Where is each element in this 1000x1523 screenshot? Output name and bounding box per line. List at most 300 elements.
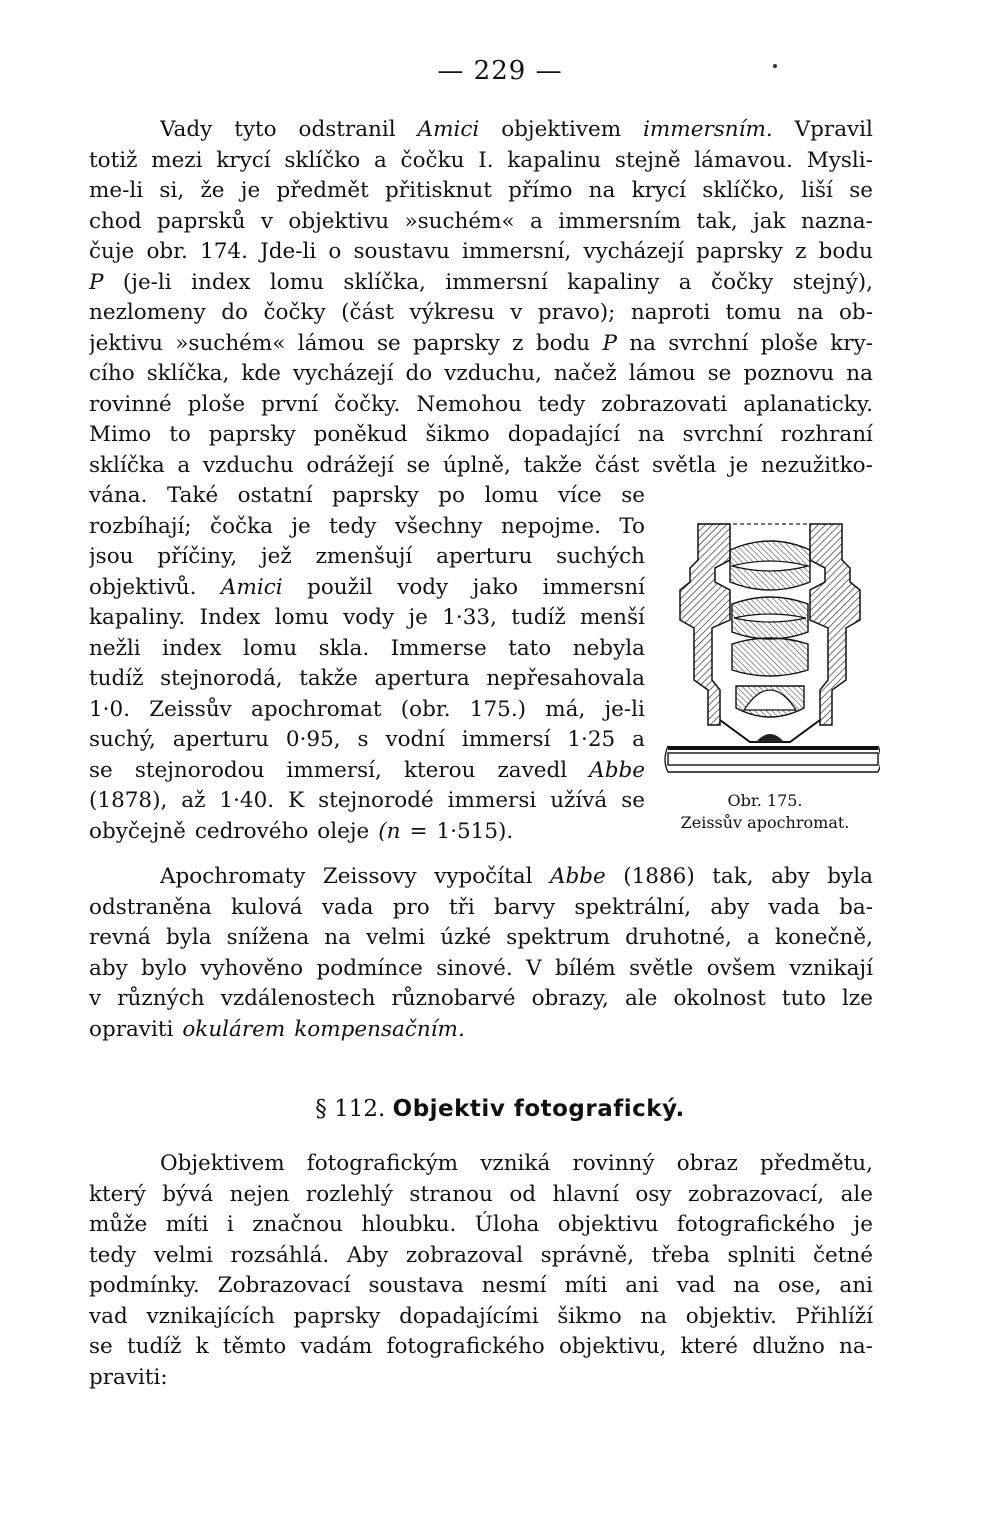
word: rozbíhají;: [89, 513, 192, 539]
word: bývá: [162, 1181, 214, 1207]
word: paprsky: [208, 422, 296, 447]
word: soustava: [368, 1273, 464, 1298]
word: 1·0.: [89, 696, 131, 722]
word: vodní: [385, 727, 446, 752]
word: nejen: [229, 1181, 290, 1207]
word: kapalinu: [507, 147, 602, 173]
word: liší: [801, 178, 833, 203]
word: bodu: [818, 239, 873, 264]
word: přitisknut: [385, 178, 492, 203]
word: tak,: [696, 208, 738, 234]
word: svrchní: [668, 330, 749, 356]
text-line: [89, 543, 645, 573]
word: jektivu: [89, 330, 163, 356]
word: (část: [341, 300, 395, 325]
word: čočky: [711, 269, 774, 295]
text-line: [89, 269, 873, 299]
word: jež: [261, 544, 292, 569]
word: 0·95,: [285, 727, 341, 752]
word: šikmo: [557, 1303, 622, 1329]
text-line: [89, 360, 873, 390]
word: immersní: [542, 574, 645, 600]
text-line: [160, 116, 873, 146]
word: Vady: [160, 117, 213, 142]
word: čočku: [400, 147, 465, 173]
word: tři: [448, 894, 475, 920]
word: immersí: [461, 727, 551, 752]
word: vody: [397, 574, 449, 600]
word: lámou: [297, 330, 365, 356]
word: ose,: [777, 1273, 822, 1298]
text-line: [89, 818, 645, 848]
word: vada: [321, 894, 374, 920]
word: apochromat: [251, 696, 382, 722]
word: tudíž: [511, 605, 566, 630]
word: bodu: [535, 330, 591, 356]
word: vada: [768, 894, 820, 920]
word: tudíž: [126, 1334, 182, 1359]
word: stejnorodé: [318, 788, 434, 813]
word: značnou: [252, 1212, 343, 1237]
word: vad: [89, 1303, 128, 1329]
word: hloubku.: [361, 1212, 457, 1237]
word: Přihlíží: [795, 1303, 873, 1329]
word: až: [181, 788, 206, 813]
word: bílém: [555, 955, 616, 981]
word: cího: [89, 361, 135, 386]
text-line: [89, 894, 873, 924]
word: a: [746, 925, 760, 950]
word: do: [221, 300, 249, 325]
word: který: [89, 1181, 146, 1207]
word: druhotné,: [625, 925, 732, 950]
word: P: [602, 330, 617, 356]
word: s: [357, 727, 369, 752]
word: čuje: [89, 239, 135, 264]
word: suchý,: [89, 727, 156, 752]
word: Amici: [417, 117, 480, 142]
word: čočka: [210, 513, 273, 539]
word: více: [557, 483, 602, 508]
word: jak: [753, 208, 786, 234]
word: o: [328, 239, 342, 264]
word: na: [629, 330, 656, 356]
word: v: [260, 208, 274, 234]
word: 175.): [469, 696, 527, 722]
word: paprsky: [331, 483, 419, 508]
word: je-li: [604, 696, 645, 722]
word: výkresu: [409, 300, 495, 325]
word: Immerse: [390, 635, 487, 661]
word: ploše: [760, 330, 818, 356]
word: i: [226, 1212, 234, 1237]
word: zobrazovací,: [687, 1181, 825, 1207]
text-line: [89, 147, 873, 177]
word: lze: [842, 986, 873, 1011]
word: lomu: [274, 605, 329, 630]
word: 174.: [200, 239, 248, 264]
word: sklíčko,: [702, 178, 785, 203]
word: ovšem: [706, 955, 776, 981]
word: opraviti: [89, 1016, 174, 1042]
text-line: [89, 635, 645, 665]
word: Aby: [346, 1242, 389, 1268]
word: revná: [89, 925, 151, 950]
word: Nemohou: [416, 391, 522, 417]
word: použil: [307, 574, 373, 600]
word: z: [512, 330, 524, 356]
word: z: [795, 239, 807, 264]
word: sklíčka,: [343, 269, 426, 295]
word: úzké: [440, 925, 492, 950]
word: Objektivem: [160, 1151, 285, 1176]
word: vznikajících: [146, 1303, 275, 1329]
text-line: [89, 604, 645, 634]
word: odrážejí: [306, 452, 394, 478]
text-line: [89, 421, 873, 451]
word: skla.: [318, 635, 370, 661]
word: lomu: [484, 483, 539, 508]
word: hlavní: [552, 1181, 619, 1207]
word: To: [619, 513, 645, 539]
word: může: [89, 1212, 148, 1237]
word: 1·40.: [219, 788, 275, 813]
word: index: [191, 269, 251, 295]
word: je: [728, 452, 749, 478]
word: čočky: [263, 300, 326, 325]
word: lomu: [243, 635, 298, 661]
text-line: [89, 1303, 873, 1333]
word: aplanaticky.: [743, 391, 873, 417]
word: naproti: [630, 300, 711, 325]
word: »suchém«: [404, 208, 515, 234]
word: užívá: [550, 788, 608, 813]
word: Abbe: [589, 757, 645, 783]
word: se: [89, 1334, 113, 1359]
word: tudíž: [89, 666, 144, 691]
word: se: [707, 361, 732, 386]
word: soustavu: [353, 239, 450, 264]
text-line: [89, 482, 645, 512]
word: vycházejí: [583, 239, 684, 264]
word: tedy: [89, 1242, 137, 1268]
text-line: [160, 863, 873, 893]
word: ale: [840, 1181, 873, 1207]
word: Apochromaty: [160, 864, 306, 889]
text-line: [89, 1333, 873, 1363]
word: objektivu: [288, 208, 390, 234]
text-line: [89, 391, 873, 421]
word: me-li: [89, 178, 144, 203]
text-line: [89, 955, 873, 985]
word: Mysli-: [806, 147, 873, 173]
word: immersí,: [286, 757, 382, 783]
word: načež: [553, 361, 617, 386]
word: na: [638, 422, 665, 447]
text-line: [89, 574, 645, 604]
word: paprsků: [156, 208, 246, 234]
word: objektiv.: [685, 1303, 777, 1329]
word: tyto: [234, 117, 277, 142]
word: vycházejí: [292, 361, 394, 386]
word: (n: [378, 818, 401, 844]
print-speck: [773, 64, 777, 68]
section-heading: [0, 1096, 1000, 1122]
word: oleje: [317, 818, 370, 844]
word: praviti:: [89, 1364, 168, 1390]
word: zobrazovati: [601, 391, 728, 417]
word: vznikají: [789, 955, 873, 981]
word: zmenšují: [315, 544, 413, 569]
word: tato: [508, 635, 552, 661]
word: vzduchu,: [444, 361, 542, 386]
word: vzniká: [480, 1151, 551, 1176]
word: paprsky: [293, 1303, 381, 1329]
word: byla: [165, 925, 212, 950]
word: P: [89, 269, 104, 295]
word: kapaliny: [567, 269, 660, 295]
word: paprsky: [696, 239, 783, 264]
word: lomu: [269, 269, 324, 295]
word: splniti: [727, 1242, 796, 1268]
word: ani: [625, 1273, 659, 1298]
word: vadám: [300, 1334, 373, 1359]
word: V: [526, 955, 542, 981]
word: suchých: [556, 544, 645, 569]
word: immersní,: [461, 239, 572, 264]
word: (1878),: [89, 788, 168, 813]
word: rozsáhlá.: [230, 1242, 330, 1268]
word: přímo: [508, 178, 573, 203]
word: bylo: [141, 955, 187, 981]
word: všechny: [394, 513, 483, 539]
word: a: [678, 269, 692, 295]
word: fotografického: [676, 1212, 836, 1237]
word: rovinný: [572, 1151, 655, 1176]
word: na: [640, 1303, 668, 1329]
word: stejný),: [792, 269, 873, 295]
word: poněkud: [313, 422, 408, 447]
word: Vpravil: [794, 117, 873, 142]
word: část: [594, 452, 640, 478]
word: kapaliny.: [89, 605, 186, 630]
word: na: [588, 178, 616, 203]
word: cedrového: [194, 818, 309, 844]
word: (je-li: [122, 269, 172, 295]
text-line: [89, 1181, 873, 1211]
word: Zobrazovací: [217, 1273, 351, 1298]
word: pro: [392, 894, 430, 920]
word: je: [240, 178, 261, 203]
word: barvy: [493, 894, 556, 920]
word: Zeissovy: [322, 864, 417, 889]
word: (obr.: [400, 696, 451, 722]
word: na: [733, 1273, 760, 1298]
word: aby: [771, 864, 810, 889]
word: ploše: [187, 391, 246, 417]
word: po: [438, 483, 465, 508]
word: světle: [629, 955, 694, 981]
word: vypočítal: [434, 864, 533, 889]
word: spektrální,: [574, 894, 692, 920]
word: v: [89, 986, 102, 1011]
word: se: [376, 330, 401, 356]
word: vyhověno: [200, 955, 304, 981]
word: četné: [813, 1242, 873, 1268]
word: krycí: [631, 178, 686, 203]
text-line: [89, 299, 873, 329]
word: aby: [89, 955, 128, 981]
text-line: [89, 330, 873, 360]
word: že: [200, 178, 225, 203]
word: aperturu: [436, 544, 533, 569]
text-line: [89, 1364, 873, 1394]
word: si,: [159, 178, 185, 203]
text-line: [160, 1150, 873, 1180]
word: chod: [89, 208, 142, 234]
word: míti: [165, 1212, 209, 1237]
word: (1886): [623, 864, 695, 889]
word: velmi: [366, 925, 426, 950]
word: immersním.: [643, 117, 773, 142]
word: podmínce: [316, 955, 423, 981]
word: Abbe: [549, 864, 606, 889]
word: kterou: [403, 757, 476, 783]
text-line: [89, 726, 645, 756]
word: 1·25: [567, 727, 616, 752]
word: na: [796, 300, 824, 325]
word: ani: [839, 1273, 873, 1298]
word: a: [530, 208, 543, 234]
word: ostatní: [237, 483, 313, 508]
word: se: [621, 788, 645, 813]
word: do: [405, 361, 433, 386]
word: různých: [117, 986, 205, 1011]
word: a: [632, 727, 645, 752]
word: v: [510, 300, 523, 325]
word: čočky.: [334, 391, 401, 417]
text-line: [89, 924, 873, 954]
word: Amici: [220, 574, 283, 600]
word: se: [849, 178, 873, 203]
word: nazna-: [800, 208, 873, 234]
word: velmi: [153, 1242, 213, 1268]
text-line: [89, 665, 645, 695]
word: 1·33,: [442, 605, 497, 630]
word: poznovu: [743, 361, 835, 386]
word: lámavou.: [694, 147, 793, 173]
word: míti: [564, 1273, 608, 1298]
word: na-: [839, 1334, 873, 1359]
word: tuto: [781, 986, 826, 1011]
text-line: [89, 208, 873, 238]
word: ob-: [838, 300, 873, 325]
word: nebyla: [572, 635, 645, 661]
word: je: [853, 1212, 873, 1237]
word: kulová: [230, 894, 303, 920]
word: obr.: [146, 239, 188, 264]
word: immersní: [445, 269, 548, 295]
text-line: [89, 696, 645, 726]
text-line: [89, 787, 645, 817]
word: aby: [710, 894, 750, 920]
word: konečně,: [774, 925, 873, 950]
section-number: § 112.: [315, 1096, 386, 1122]
word: fotografickým: [306, 1151, 459, 1176]
word: apertura: [374, 666, 470, 691]
word: totiž: [89, 147, 138, 173]
word: dlužno: [752, 1334, 825, 1359]
word: nežli: [89, 635, 141, 661]
word: fotografického: [386, 1334, 545, 1359]
word: kompensačním.: [294, 1016, 465, 1042]
text-line: [89, 1272, 873, 1302]
word: »suchém«: [175, 330, 286, 356]
word: snížena: [226, 925, 310, 950]
word: různobarvé: [391, 986, 516, 1011]
word: lámou: [628, 361, 696, 386]
word: šikmo: [425, 422, 490, 447]
page-number: — 229 —: [437, 56, 563, 86]
word: podmínky.: [89, 1273, 200, 1298]
word: předmět: [276, 178, 369, 203]
word: nepojme.: [501, 513, 601, 539]
word: rovinné: [89, 391, 172, 417]
word: k: [195, 1334, 209, 1359]
word: se: [89, 757, 113, 783]
text-line: [89, 238, 873, 268]
word: okolnost: [673, 986, 766, 1011]
word: světla: [652, 452, 717, 478]
word: jako: [472, 574, 519, 600]
word: úplně,: [442, 452, 511, 478]
word: které: [680, 1334, 739, 1359]
apochromat-figure: [660, 520, 880, 790]
word: ale: [624, 986, 658, 1011]
word: odstraněna: [89, 894, 212, 920]
word: stranou: [409, 1181, 493, 1207]
word: Zeissův: [149, 696, 232, 722]
word: obyčejně: [89, 818, 186, 844]
word: mezi: [151, 147, 203, 173]
word: Také: [166, 483, 219, 508]
word: objektivem: [501, 117, 622, 142]
text-line: [89, 1211, 873, 1241]
word: nezlomeny: [89, 300, 206, 325]
word: dopadajícími: [399, 1303, 539, 1329]
word: osy: [635, 1181, 672, 1207]
text-line: [89, 1016, 873, 1046]
word: objektivu: [557, 1212, 659, 1237]
word: 1·515).: [436, 818, 514, 844]
word: tedy: [537, 391, 586, 417]
word: nesmí: [481, 1273, 547, 1298]
text-line: [89, 757, 645, 787]
word: nezužitko-: [761, 452, 873, 478]
word: byla: [827, 864, 873, 889]
word: a: [177, 452, 191, 478]
word: paprsky: [413, 330, 500, 356]
word: Úloha: [474, 1212, 540, 1237]
word: spektrum: [506, 925, 610, 950]
word: tomu: [725, 300, 782, 325]
word: jsou: [89, 544, 134, 569]
word: immersním: [558, 208, 681, 234]
text-line: [89, 177, 873, 207]
word: kry-: [830, 330, 873, 356]
word: takže: [299, 666, 358, 691]
word: těmto: [222, 1334, 287, 1359]
